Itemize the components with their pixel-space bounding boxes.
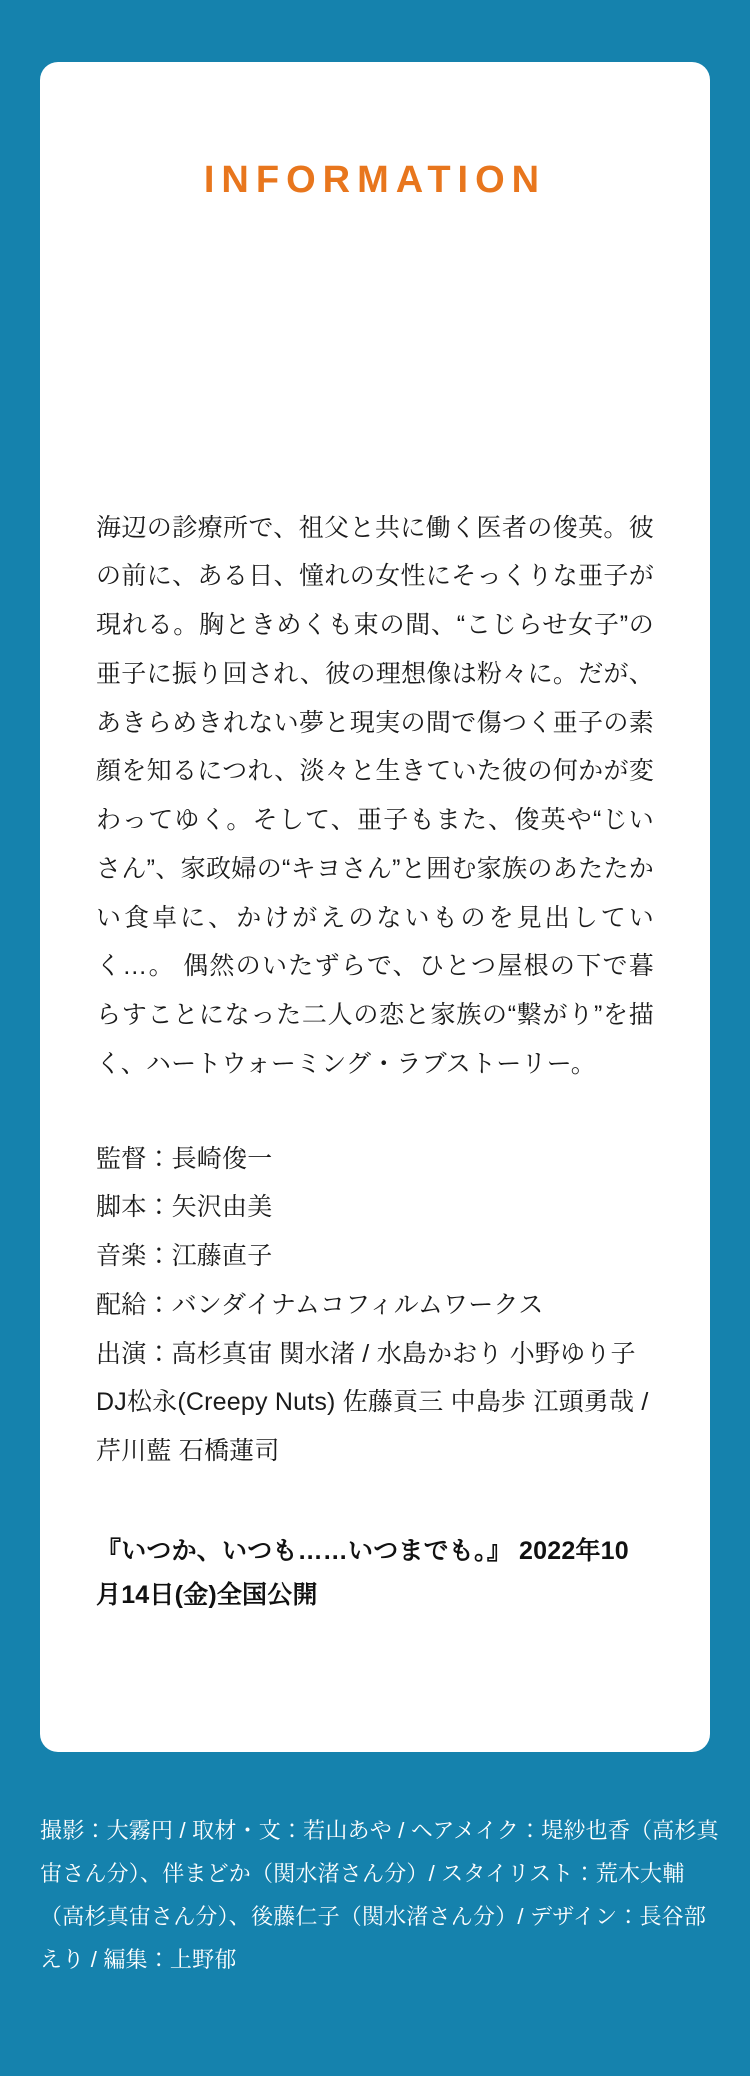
- credit-line-cast: 出演：高杉真宙 関水渚 / 水島かおり 小野ゆり子 DJ松永(Creepy Nuts) 佐藤貢三 中島歩 江頭勇哉 / 芹川藍 石橋蓮司: [96, 1339, 649, 1466]
- title-body-spacer: [96, 204, 654, 504]
- release-info: 『いつか、いつも……いつまでも。』 2022年10月14日(金)全国公開: [96, 1536, 629, 1609]
- credits-block: [96, 1135, 654, 1476]
- synopsis-text: 海辺の診療所で、祖父と共に働く医者の俊英。彼の前に、ある日、憧れの女性にそっくりな亜子が現れる。胸ときめくも束の間、“こじらせ女子”の亜子に振り回され、彼の理想像は粉々に。だが、あきらめきれない夢と現実の間で傷つく亜子の素顔を知るにつれ、淡々と生きていた彼の何かが変わってゆく。そして、亜子もまた、俊英や“じいさん”、家政婦の“キヨさん”と囲む家族のあたたかい食卓に、かけがえのないものを見出していく…。 偶然のいたずらで、ひとつ屋根の下で暮らすことになった二人の恋と家族の“繋がり”を描く、ハートウォーミング・ラブストーリー。: [96, 513, 654, 1078]
- credit-line-distributor: 配給：バンダイナムコフィルムワークス: [96, 1290, 544, 1319]
- credit-line-screenplay: 脚本：矢沢由美: [96, 1193, 273, 1222]
- staff-credits-footer: 撮影：大霧円 / 取材・文：若山あや / ヘアメイク：堤紗也香（高杉真宙さん分）、伴まどか（関水渚さん分）/ スタイリスト：荒木大輔（高杉真宙さん分）、後藤仁子（関水渚さん分）/ デザイン：長谷部えり / 編集：上野郁: [40, 1818, 719, 1972]
- credit-line-director: 監督：長崎俊一: [96, 1144, 273, 1173]
- credit-line-music: 音楽：江藤直子: [96, 1242, 273, 1271]
- page-title: INFORMATION: [203, 159, 547, 201]
- information-card: [40, 62, 710, 1752]
